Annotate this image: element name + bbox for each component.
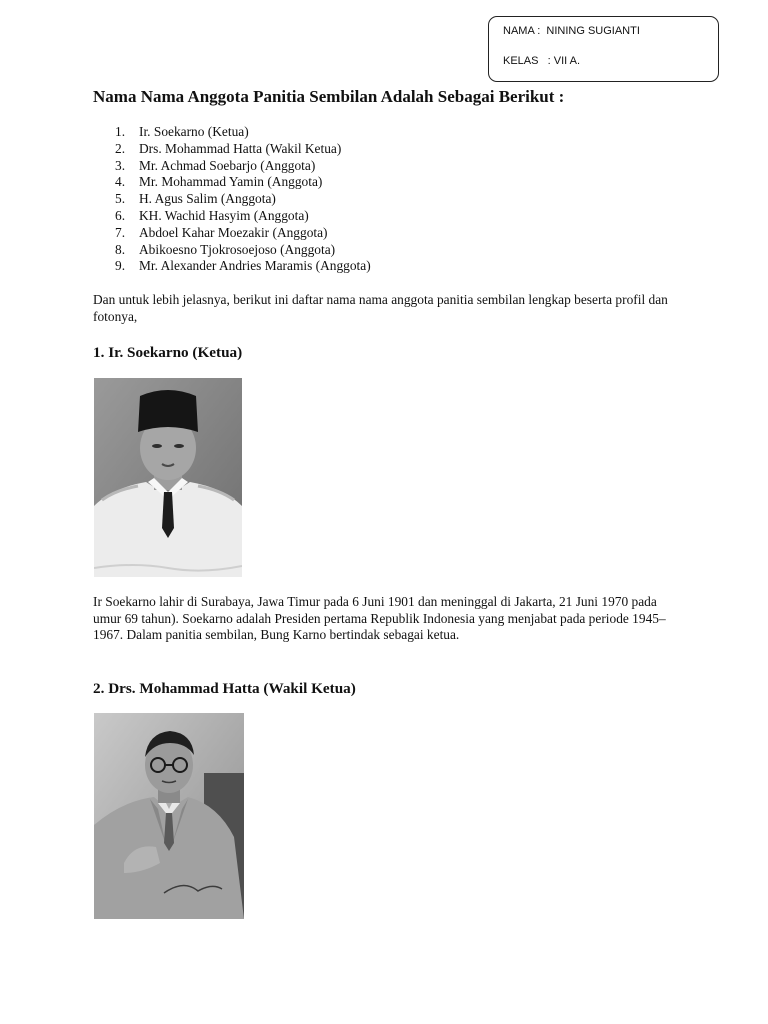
list-item-text: Mr. Mohammad Yamin (Anggota)	[139, 174, 323, 190]
member-list	[93, 124, 371, 275]
list-item-text: Drs. Mohammad Hatta (Wakil Ketua)	[139, 140, 342, 156]
list-item-number: 5.	[115, 191, 126, 207]
list-item	[93, 141, 371, 158]
list-item	[93, 242, 371, 259]
list-item	[93, 158, 371, 175]
page-title: Nama Nama Anggota Panitia Sembilan Adalah Sebagai Berikut :	[93, 87, 565, 106]
list-item-text: H. Agus Salim (Anggota)	[139, 191, 276, 207]
list-item	[93, 174, 371, 191]
list-item-number: 6.	[115, 207, 126, 223]
list-item-number: 8.	[115, 241, 126, 257]
list-item-number: 2.	[115, 140, 126, 156]
student-name: NAMA : NINING SUGIANTI	[503, 25, 640, 37]
student-class: KELAS : VII A.	[503, 55, 581, 67]
list-item	[93, 225, 371, 242]
list-item-text: Mr. Achmad Soebarjo (Anggota)	[139, 157, 316, 173]
list-item-text: Abikoesno Tjokrosoejoso (Anggota)	[139, 241, 336, 257]
list-item-number: 4.	[115, 174, 126, 190]
hatta-photo	[94, 713, 244, 919]
student-info-box	[488, 16, 719, 82]
list-item-text: KH. Wachid Hasyim (Anggota)	[139, 207, 309, 223]
intro-paragraph: Dan untuk lebih jelasnya, berikut ini daftar nama nama anggota panitia sembilan lengkap beserta profil dan fotonya,	[93, 292, 668, 324]
section-heading-hatta: 2. Drs. Mohammad Hatta (Wakil Ketua)	[93, 680, 356, 697]
list-item-number: 7.	[115, 224, 126, 240]
list-item-number: 3.	[115, 157, 126, 173]
list-item-text: Ir. Soekarno (Ketua)	[139, 124, 249, 139]
soekarno-bio: Ir Soekarno lahir di Surabaya, Jawa Timur pada 6 Juni 1901 dan meninggal di Jakarta, 21 Juni 1970 pada umur 69 tahun). Soekarno adalah Presiden pertama Republik Indonesia yang menjabat pada periode 1945–1967. Dalam panitia sembilan, Bung Karno bertindak sebagai ketua.	[93, 594, 666, 643]
soekarno-photo	[94, 378, 242, 577]
list-item-text: Mr. Alexander Andries Maramis (Anggota)	[139, 258, 371, 274]
list-item	[93, 258, 371, 275]
list-item	[93, 208, 371, 225]
list-item-number: 9.	[115, 258, 126, 274]
list-item	[93, 124, 371, 141]
list-item-number: 1.	[115, 124, 126, 139]
list-item-text: Abdoel Kahar Moezakir (Anggota)	[139, 224, 328, 240]
list-item	[93, 191, 371, 208]
section-heading-soekarno: 1. Ir. Soekarno (Ketua)	[93, 344, 243, 361]
